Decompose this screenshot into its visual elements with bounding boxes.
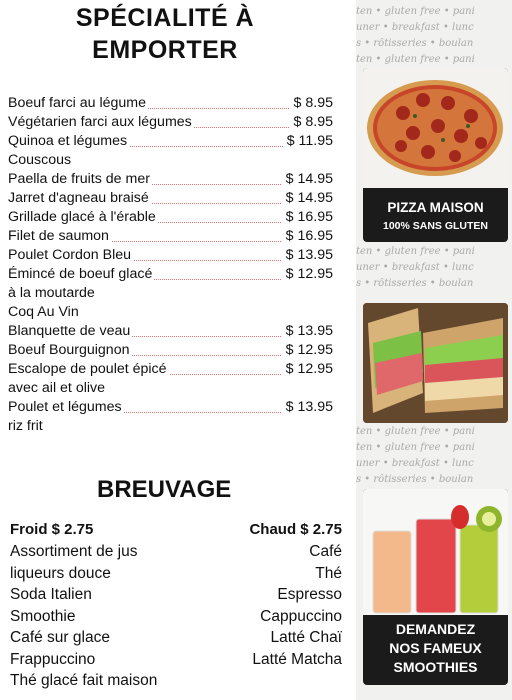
menu-item bbox=[8, 246, 333, 265]
menu-item bbox=[8, 360, 333, 379]
menu-item-price: $ 12.95 bbox=[282, 265, 333, 284]
pizza-photo bbox=[363, 68, 508, 188]
menu-item-price: $ 13.95 bbox=[282, 398, 333, 417]
menu-item bbox=[8, 132, 333, 151]
sandwich-photo bbox=[363, 303, 508, 423]
menu-item bbox=[8, 151, 333, 170]
cold-drink-item: Assortiment de jus bbox=[10, 543, 138, 560]
beverage-title: BREUVAGE bbox=[97, 476, 232, 503]
menu-item-name: Grillade glacé à l'érable bbox=[8, 209, 156, 225]
pizza-card bbox=[363, 68, 508, 242]
tagline: s • rôtisseries • boulan bbox=[356, 474, 474, 485]
cold-drink-item: Soda Italien bbox=[10, 586, 92, 603]
menu-item bbox=[8, 417, 333, 436]
menu-item-name: Couscous bbox=[8, 152, 72, 168]
tagline: uner • breakfast • lunc bbox=[356, 458, 474, 469]
cold-drink-item: Frappuccino bbox=[10, 650, 96, 668]
menu-item-price: $ 16.95 bbox=[282, 227, 333, 246]
hot-drink-item: Café bbox=[309, 543, 342, 560]
menu-item bbox=[8, 303, 333, 322]
tagline: uner • breakfast • lunc bbox=[356, 262, 474, 273]
smoothie-photo bbox=[363, 489, 508, 615]
hot-drink-item: Espresso bbox=[277, 586, 342, 603]
cold-drink-item: liqueurs douce bbox=[10, 564, 111, 582]
pizza-label-line2: 100% SANS GLUTEN bbox=[382, 220, 489, 232]
menu-item bbox=[8, 113, 333, 132]
menu-item-price: $ 8.95 bbox=[290, 113, 333, 132]
menu-item-price: $ 8.95 bbox=[290, 94, 333, 113]
takeout-title-line2: EMPORTER bbox=[92, 36, 238, 64]
menu-item bbox=[8, 94, 333, 113]
cold-drinks bbox=[10, 519, 210, 692]
takeout-title bbox=[40, 2, 290, 66]
menu-item bbox=[8, 189, 333, 208]
tagline: s • rôtisseries • boulan bbox=[356, 278, 474, 289]
hot-drinks bbox=[200, 519, 342, 670]
menu-item bbox=[8, 341, 333, 360]
menu-item-name: Quinoa et légumes bbox=[8, 133, 128, 149]
menu-item bbox=[8, 208, 333, 227]
cold-drink-item: Thé glacé fait maison bbox=[10, 672, 158, 689]
menu-item-price: $ 13.95 bbox=[282, 246, 333, 265]
menu-item-name: Blanquette de veau bbox=[8, 323, 131, 339]
menu-item-name: Jarret d'agneau braisé bbox=[8, 190, 149, 206]
hot-header: Chaud $ 2.75 bbox=[249, 521, 342, 538]
hot-drink-item: Latté Matcha bbox=[252, 650, 342, 668]
takeout-menu-list bbox=[8, 94, 333, 436]
menu-item-price: $ 11.95 bbox=[283, 132, 333, 151]
smoothie-label-line1: DEMANDEZ bbox=[395, 621, 476, 637]
cold-header: Froid $ 2.75 bbox=[10, 521, 94, 538]
menu-item-name: Poulet Cordon Bleu bbox=[8, 247, 132, 263]
menu-item bbox=[8, 322, 333, 341]
menu-item-price: $ 16.95 bbox=[282, 208, 333, 227]
hot-drink-item: Cappuccino bbox=[260, 607, 342, 625]
tagline: ten • gluten free • pani bbox=[356, 442, 475, 453]
menu-item bbox=[8, 265, 333, 284]
menu-item-price: $ 12.95 bbox=[282, 360, 333, 379]
menu-item-name: à la moutarde bbox=[8, 285, 95, 301]
tagline: ten • gluten free • pani bbox=[356, 426, 475, 437]
menu-item bbox=[8, 284, 333, 303]
smoothie-card bbox=[363, 489, 508, 685]
cold-drink-item: Café sur glace bbox=[10, 629, 110, 646]
tagline: ten • gluten free • pani bbox=[356, 246, 475, 257]
menu-item-price: $ 12.95 bbox=[282, 341, 333, 360]
menu-item-name: riz frit bbox=[8, 418, 43, 434]
menu-item bbox=[8, 379, 333, 398]
menu-item-name: Émincé de boeuf glacé bbox=[8, 266, 153, 282]
menu-item bbox=[8, 227, 333, 246]
menu-item bbox=[8, 398, 333, 417]
hot-drink-item: Latté Chaï bbox=[270, 629, 342, 646]
tagline: ten • gluten free • pani bbox=[356, 6, 475, 17]
menu-item-price: $ 13.95 bbox=[282, 322, 333, 341]
tagline: uner • breakfast • lunc bbox=[356, 22, 474, 33]
hot-drink-item: Thé bbox=[315, 564, 342, 582]
smoothie-label-line3: SMOOTHIES bbox=[393, 659, 478, 675]
menu-item bbox=[8, 170, 333, 189]
tagline: ten • gluten free • pani bbox=[356, 54, 475, 65]
tagline: s • rôtisseries • boulan bbox=[356, 38, 474, 49]
menu-item-name: Boeuf farci au légume bbox=[8, 95, 147, 111]
menu-item-name: avec ail et olive bbox=[8, 380, 105, 396]
menu-item-name: Boeuf Bourguignon bbox=[8, 342, 130, 358]
menu-item-name: Végétarien farci aux légumes bbox=[8, 114, 192, 130]
menu-item-name: Poulet et légumes bbox=[8, 399, 122, 415]
menu-item-name: Paella de fruits de mer bbox=[8, 171, 150, 187]
menu-item-name: Coq Au Vin bbox=[8, 304, 79, 320]
smoothie-label-line2: NOS FAMEUX bbox=[389, 640, 482, 656]
menu-item-price: $ 14.95 bbox=[282, 170, 333, 189]
sandwich-card bbox=[363, 303, 508, 423]
takeout-title-line1: SPÉCIALITÉ À bbox=[75, 4, 255, 32]
menu-item-name: Escalope de poulet épicé bbox=[8, 361, 167, 377]
pizza-label-line1: PIZZA MAISON bbox=[387, 200, 484, 215]
menu-item-price: $ 14.95 bbox=[282, 189, 333, 208]
menu-item-name: Filet de saumon bbox=[8, 228, 109, 244]
cold-drink-item: Smoothie bbox=[10, 607, 76, 625]
